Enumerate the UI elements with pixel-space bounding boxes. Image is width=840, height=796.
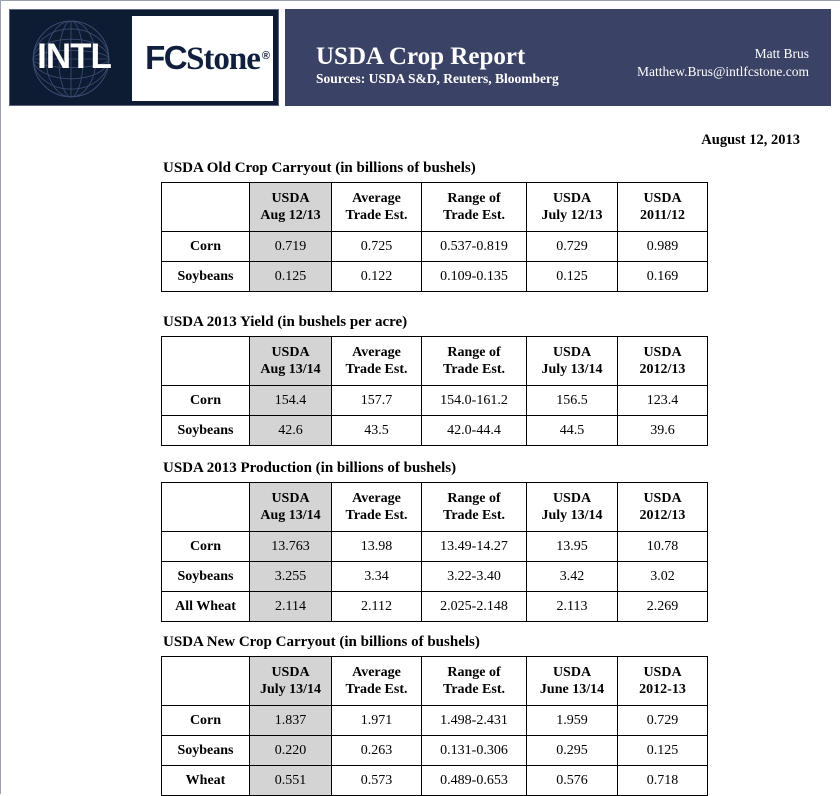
row-label: Soybeans	[162, 262, 250, 292]
table-row	[162, 532, 708, 562]
data-cell: 13.95	[527, 532, 618, 562]
row-label: Corn	[162, 706, 250, 736]
column-header-line2: Aug 12/13	[260, 208, 321, 223]
column-header	[332, 337, 422, 386]
table-row	[162, 736, 708, 766]
column-header	[422, 337, 527, 386]
column-header	[422, 483, 527, 532]
column-header-line2: Trade Est.	[443, 508, 505, 523]
data-cell: 13.763	[250, 532, 332, 562]
table-corner-cell	[162, 183, 250, 232]
column-header-line2: July 13/14	[259, 682, 322, 697]
data-cell: 1.837	[250, 706, 332, 736]
data-cell: 39.6	[618, 416, 708, 446]
row-label: Soybeans	[162, 736, 250, 766]
data-cell: 13.98	[332, 532, 422, 562]
section-title: USDA 2013 Yield (in bushels per acre)	[163, 314, 408, 330]
section-title: USDA 2013 Production (in billions of bushels)	[163, 460, 457, 476]
data-cell: 0.295	[527, 736, 618, 766]
column-header	[332, 657, 422, 706]
column-header-line1: USDA	[271, 345, 310, 360]
data-cell: 154.0-161.2	[422, 386, 527, 416]
data-cell: 3.42	[527, 562, 618, 592]
data-cell: 0.729	[527, 232, 618, 262]
table-corner-cell	[162, 483, 250, 532]
column-header-line2: Trade Est.	[345, 362, 408, 377]
column-header-line2: Aug 13/14	[260, 362, 321, 377]
column-header	[527, 337, 618, 386]
data-cell: 0.989	[618, 232, 708, 262]
column-header	[332, 483, 422, 532]
column-header	[250, 337, 332, 386]
column-header-line1: USDA	[552, 491, 592, 506]
table-row	[162, 232, 708, 262]
row-label: Soybeans	[162, 562, 250, 592]
column-header	[527, 657, 618, 706]
crop-data-table	[161, 336, 708, 446]
logo-stone-part: Stone	[186, 41, 260, 77]
row-label: Wheat	[162, 766, 250, 796]
data-cell: 0.122	[332, 262, 422, 292]
sources-line: Sources: USDA S&D, Reuters, Bloomberg	[316, 71, 559, 86]
column-header-line1: Average	[352, 345, 401, 360]
column-header	[332, 183, 422, 232]
table-header-row	[162, 657, 708, 706]
row-label: Corn	[162, 532, 250, 562]
column-header-line1: USDA	[271, 491, 310, 506]
logo-fcstone-text	[145, 39, 269, 77]
data-cell: 0.169	[618, 262, 708, 292]
table-header-row	[162, 337, 708, 386]
report-section	[161, 313, 707, 446]
column-header-line2: Trade Est.	[345, 208, 408, 223]
column-header-line2: July 13/14	[541, 508, 603, 523]
table-header-row	[162, 483, 708, 532]
column-header-line2: July 13/14	[541, 362, 603, 377]
column-header-line1: USDA	[643, 665, 682, 680]
column-header-line2: Trade Est.	[443, 362, 505, 377]
report-header	[9, 9, 831, 106]
contact-name: Matt Brus	[754, 46, 809, 61]
data-cell: 0.220	[250, 736, 332, 766]
column-header-line1: USDA	[552, 665, 592, 680]
logo-fcstone-panel	[132, 16, 273, 101]
data-cell: 3.22-3.40	[422, 562, 527, 592]
column-header-line2: Aug 13/14	[260, 508, 321, 523]
column-header-line2: Trade Est.	[443, 682, 505, 697]
data-cell: 44.5	[527, 416, 618, 446]
column-header-line1: Range of	[447, 345, 501, 360]
data-cell: 2.113	[527, 592, 618, 622]
table-row	[162, 706, 708, 736]
data-cell: 2.114	[250, 592, 332, 622]
contact-block	[637, 45, 809, 81]
table-corner-cell	[162, 657, 250, 706]
company-logo	[9, 9, 279, 106]
data-cell: 0.576	[527, 766, 618, 796]
report-section	[161, 633, 707, 796]
row-label: All Wheat	[162, 592, 250, 622]
data-cell: 156.5	[527, 386, 618, 416]
column-header	[527, 183, 618, 232]
data-cell: 157.7	[332, 386, 422, 416]
table-row	[162, 766, 708, 796]
table-row	[162, 416, 708, 446]
column-header-line2: 2011/12	[639, 208, 686, 223]
data-cell: 2.269	[618, 592, 708, 622]
row-label: Soybeans	[162, 416, 250, 446]
table-row	[162, 262, 708, 292]
table-corner-cell	[162, 337, 250, 386]
data-cell: 42.6	[250, 416, 332, 446]
data-cell: 43.5	[332, 416, 422, 446]
report-section	[161, 159, 707, 292]
section-title: USDA New Crop Carryout (in billions of bushels)	[163, 634, 480, 650]
column-header	[618, 337, 708, 386]
column-header	[422, 183, 527, 232]
report-section	[161, 459, 707, 622]
data-cell: 1.498-2.431	[422, 706, 527, 736]
column-header-line2: 2012/13	[639, 362, 686, 377]
row-label: Corn	[162, 386, 250, 416]
column-header	[618, 657, 708, 706]
data-cell: 0.573	[332, 766, 422, 796]
registered-trademark-icon: ®	[261, 50, 269, 62]
title-banner	[285, 9, 831, 106]
data-cell: 0.725	[332, 232, 422, 262]
column-header-line1: USDA	[552, 191, 592, 206]
column-header	[250, 657, 332, 706]
data-cell: 0.109-0.135	[422, 262, 527, 292]
column-header-line1: Range of	[447, 665, 501, 680]
data-cell: 123.4	[618, 386, 708, 416]
column-header-line2: 2012/13	[639, 508, 686, 523]
column-header-line1: Average	[352, 665, 401, 680]
data-cell: 0.729	[618, 706, 708, 736]
data-cell: 0.719	[250, 232, 332, 262]
column-header	[250, 483, 332, 532]
contact-email[interactable]: Matthew.Brus@intlfcstone.com	[636, 64, 809, 79]
column-header-line2: June 13/14	[539, 682, 605, 697]
data-cell: 0.125	[618, 736, 708, 766]
column-header-line1: USDA	[643, 191, 682, 206]
data-cell: 3.255	[250, 562, 332, 592]
data-cell: 1.971	[332, 706, 422, 736]
logo-intl-text: INTL	[37, 37, 111, 76]
column-header	[527, 483, 618, 532]
data-cell: 13.49-14.27	[422, 532, 527, 562]
column-header-line1: USDA	[552, 345, 592, 360]
column-header-line2: 2012-13	[639, 682, 686, 697]
column-header-line1: Average	[352, 491, 401, 506]
table-row	[162, 562, 708, 592]
column-header	[250, 183, 332, 232]
column-header-line1: USDA	[271, 191, 310, 206]
column-header-line1: Average	[352, 191, 401, 206]
table-row	[162, 386, 708, 416]
data-cell: 3.34	[332, 562, 422, 592]
data-cell: 0.718	[618, 766, 708, 796]
column-header	[618, 483, 708, 532]
table-header-row	[162, 183, 708, 232]
data-cell: 0.551	[250, 766, 332, 796]
column-header-line1: USDA	[271, 665, 310, 680]
data-cell: 0.131-0.306	[422, 736, 527, 766]
column-header	[618, 183, 708, 232]
data-cell: 0.537-0.819	[422, 232, 527, 262]
column-header-line1: Range of	[447, 491, 501, 506]
data-cell: 10.78	[618, 532, 708, 562]
crop-data-table	[161, 482, 708, 622]
logo-fc-part: FC	[145, 39, 187, 76]
data-cell: 0.125	[527, 262, 618, 292]
column-header-line1: USDA	[643, 491, 682, 506]
column-header-line2: Trade Est.	[345, 508, 408, 523]
crop-data-table	[161, 656, 708, 796]
section-title: USDA Old Crop Carryout (in billions of bushels)	[163, 160, 476, 176]
column-header-line1: USDA	[643, 345, 682, 360]
data-cell: 1.959	[527, 706, 618, 736]
row-label: Corn	[162, 232, 250, 262]
report-date: August 12, 2013	[701, 132, 800, 148]
data-cell: 0.263	[332, 736, 422, 766]
column-header-line2: Trade Est.	[345, 682, 408, 697]
data-cell: 0.489-0.653	[422, 766, 527, 796]
page-title: USDA Crop Report	[316, 43, 526, 70]
column-header-line2: July 12/13	[541, 208, 603, 223]
data-cell: 0.125	[250, 262, 332, 292]
column-header-line1: Range of	[447, 191, 501, 206]
data-cell: 2.025-2.148	[422, 592, 527, 622]
data-cell: 154.4	[250, 386, 332, 416]
table-row	[162, 592, 708, 622]
data-cell: 2.112	[332, 592, 422, 622]
crop-data-table	[161, 182, 708, 292]
data-cell: 42.0-44.4	[422, 416, 527, 446]
column-header-line2: Trade Est.	[443, 208, 505, 223]
data-cell: 3.02	[618, 562, 708, 592]
column-header	[422, 657, 527, 706]
